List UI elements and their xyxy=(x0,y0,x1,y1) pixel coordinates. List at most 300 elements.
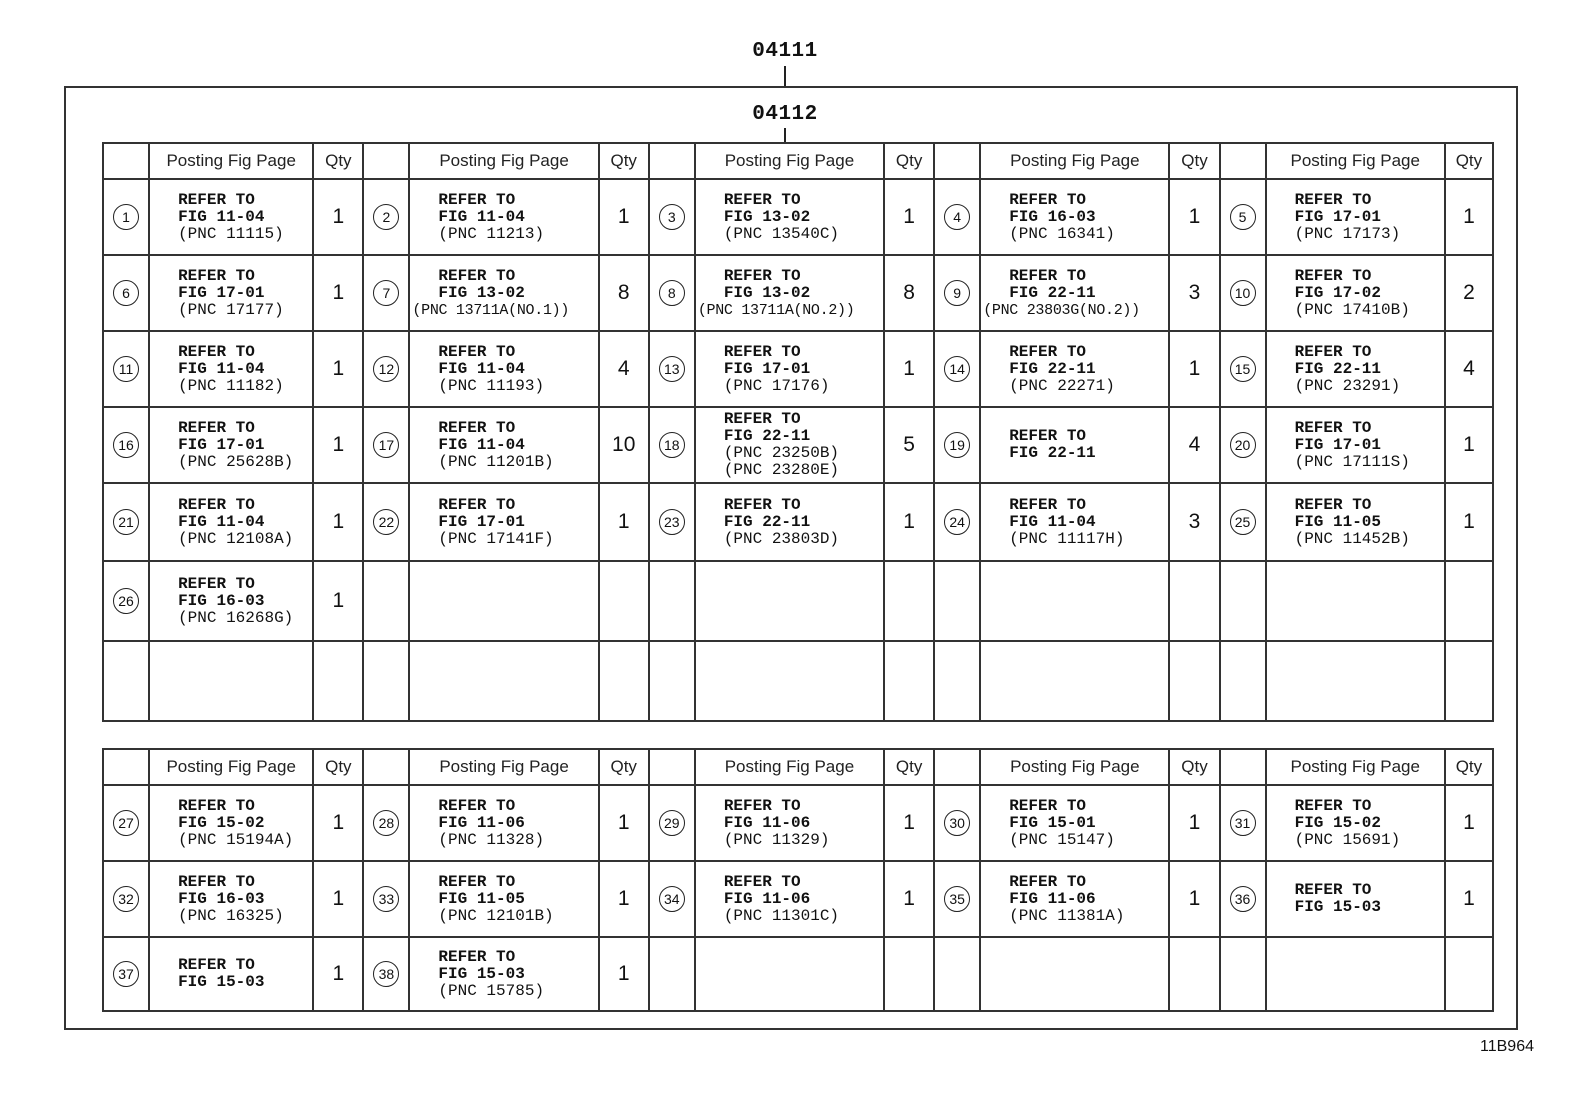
qty-cell xyxy=(599,255,649,331)
posting-fig-text xyxy=(410,497,597,548)
qty-cell xyxy=(599,937,649,1011)
posting-fig-cell xyxy=(980,483,1169,561)
fig-reference-link[interactable]: FIG 13-02 xyxy=(723,283,811,302)
qty-value: 1 xyxy=(1188,887,1201,910)
fig-reference-link[interactable]: FIG 17-01 xyxy=(178,283,265,302)
fig-reference-link[interactable]: FIG 11-06 xyxy=(1009,889,1096,908)
ref-number-badge: 5 xyxy=(1230,204,1256,230)
pnc-number: (PNC 13711A(NO.1)) xyxy=(412,301,570,319)
ref-number-cell xyxy=(103,255,149,331)
refer-to-text: REFER TO xyxy=(1009,427,1087,445)
pnc-number: (PNC 11328) xyxy=(438,830,545,849)
ref-number-badge: 16 xyxy=(113,432,139,458)
ref-number-badge: 8 xyxy=(659,280,685,306)
ref-number-badge: 25 xyxy=(1230,509,1256,535)
header-ref-cell xyxy=(649,143,695,179)
qty-cell xyxy=(599,331,649,407)
refer-to-text: REFER TO xyxy=(178,872,255,891)
posting-fig-cell xyxy=(409,861,598,937)
table-row xyxy=(103,937,1493,1011)
posting-fig-cell xyxy=(409,483,598,561)
ref-number-cell xyxy=(934,861,980,937)
ref-number-cell xyxy=(934,255,980,331)
ref-number-badge: 28 xyxy=(373,810,399,836)
qty-value: 1 xyxy=(332,433,345,456)
posting-fig-text xyxy=(150,957,312,991)
ref-number-cell xyxy=(1220,179,1266,255)
assembly-label-04111: 04111 xyxy=(752,40,818,63)
posting-fig-text xyxy=(981,428,1168,462)
posting-fig-text xyxy=(981,268,1168,319)
qty-value: 1 xyxy=(903,510,915,533)
qty-value: 1 xyxy=(1463,433,1475,456)
header-posting-fig-page: Posting Fig Page xyxy=(149,749,313,785)
pnc-number: (PNC 17173) xyxy=(1294,224,1401,243)
posting-fig-cell xyxy=(980,561,1169,641)
ref-number-badge: 18 xyxy=(659,432,685,458)
qty-value: 2 xyxy=(1463,281,1475,304)
posting-fig-cell xyxy=(980,861,1169,937)
refer-to-text: REFER TO xyxy=(723,266,801,285)
fig-reference-link[interactable]: FIG 22-11 xyxy=(1009,283,1096,302)
ref-number-badge: 34 xyxy=(659,886,685,912)
posting-fig-cell xyxy=(149,861,313,937)
posting-fig-cell xyxy=(1266,861,1445,937)
refer-to-text: REFER TO xyxy=(723,796,801,815)
ref-number-cell xyxy=(649,861,695,937)
fig-reference-link[interactable]: FIG 11-05 xyxy=(438,889,525,908)
qty-cell xyxy=(1445,937,1493,1011)
fig-reference-link[interactable]: FIG 11-04 xyxy=(178,512,265,531)
ref-number-cell xyxy=(363,785,409,861)
qty-cell xyxy=(599,641,649,721)
qty-value: 1 xyxy=(332,589,345,612)
qty-value: 4 xyxy=(1188,433,1201,456)
refer-to-text: REFER TO xyxy=(723,342,801,361)
posting-fig-text xyxy=(696,268,883,319)
qty-cell xyxy=(1169,331,1219,407)
posting-fig-text xyxy=(410,874,597,925)
header-ref-cell xyxy=(103,143,149,179)
header-qty: Qty xyxy=(313,143,363,179)
table-row xyxy=(103,255,1493,331)
posting-fig-cell xyxy=(1266,561,1445,641)
fig-reference-link[interactable]: FIG 22-11 xyxy=(723,427,811,445)
qty-cell xyxy=(1445,407,1493,483)
ref-number-badge: 27 xyxy=(113,810,139,836)
fig-reference-link[interactable]: FIG 17-02 xyxy=(1294,283,1382,302)
pnc-number: (PNC 16268G) xyxy=(178,608,294,627)
fig-reference-link[interactable]: FIG 11-06 xyxy=(438,813,525,832)
ref-number-cell xyxy=(649,483,695,561)
posting-fig-text xyxy=(1267,192,1444,243)
refer-to-text: REFER TO xyxy=(1294,881,1372,899)
posting-fig-cell xyxy=(149,255,313,331)
fig-reference-link[interactable]: FIG 15-03 xyxy=(438,964,525,983)
refer-to-text: REFER TO xyxy=(1294,418,1372,437)
header-posting-fig-page: Posting Fig Page xyxy=(695,749,884,785)
parts-table-upper xyxy=(102,142,1494,722)
header-qty: Qty xyxy=(1169,143,1219,179)
pnc-number: (PNC 11301C) xyxy=(723,906,840,925)
ref-number-cell xyxy=(103,937,149,1011)
pnc-number: (PNC 15785) xyxy=(438,981,545,1000)
header-qty: Qty xyxy=(1445,143,1493,179)
refer-to-text: REFER TO xyxy=(1009,266,1087,285)
qty-value: 4 xyxy=(1463,357,1475,380)
ref-number-badge: 36 xyxy=(1230,886,1256,912)
posting-fig-cell xyxy=(409,407,598,483)
posting-fig-cell xyxy=(695,861,884,937)
ref-number-cell xyxy=(1220,861,1266,937)
ref-number-badge: 35 xyxy=(944,886,970,912)
fig-reference-link[interactable]: FIG 17-01 xyxy=(438,512,525,531)
fig-reference-link[interactable]: FIG 16-03 xyxy=(178,591,265,610)
ref-number-cell xyxy=(363,861,409,937)
fig-reference-link[interactable]: FIG 11-06 xyxy=(723,889,811,908)
header-posting-fig-page: Posting Fig Page xyxy=(409,749,598,785)
refer-to-text: REFER TO xyxy=(1294,796,1372,815)
posting-fig-cell xyxy=(980,331,1169,407)
qty-value: 1 xyxy=(1188,811,1201,834)
ref-number-cell xyxy=(649,785,695,861)
refer-to-text: REFER TO xyxy=(438,495,516,514)
posting-fig-cell xyxy=(1266,407,1445,483)
posting-fig-cell xyxy=(980,407,1169,483)
posting-fig-text xyxy=(1267,882,1444,916)
posting-fig-cell xyxy=(695,255,884,331)
header-ref-cell xyxy=(934,749,980,785)
fig-reference-link[interactable]: FIG 17-01 xyxy=(1294,435,1382,454)
refer-to-text: REFER TO xyxy=(1009,495,1087,514)
posting-fig-text xyxy=(981,497,1168,548)
pnc-number: (PNC 13711A(NO.2)) xyxy=(697,301,855,319)
qty-cell xyxy=(313,937,363,1011)
posting-fig-cell xyxy=(1266,483,1445,561)
ref-number-badge: 23 xyxy=(659,509,685,535)
qty-cell xyxy=(1169,255,1219,331)
posting-fig-text xyxy=(150,420,312,471)
ref-number-cell xyxy=(363,331,409,407)
ref-number-cell xyxy=(1220,255,1266,331)
fig-reference-link[interactable]: FIG 11-04 xyxy=(178,207,265,226)
fig-reference-link[interactable]: FIG 15-03 xyxy=(1294,898,1382,916)
qty-value: 10 xyxy=(612,433,636,456)
ref-number-cell xyxy=(649,641,695,721)
qty-value: 1 xyxy=(1463,811,1475,834)
pnc-number: (PNC 11213) xyxy=(438,224,545,243)
refer-to-text: REFER TO xyxy=(438,266,516,285)
header-ref-cell xyxy=(934,143,980,179)
posting-fig-cell xyxy=(409,255,598,331)
posting-fig-cell xyxy=(1266,785,1445,861)
ref-number-badge: 2 xyxy=(373,204,399,230)
ref-number-badge: 38 xyxy=(373,961,399,987)
refer-to-text: REFER TO xyxy=(723,190,801,209)
fig-reference-link[interactable]: FIG 11-04 xyxy=(438,207,525,226)
parts-table-lower xyxy=(102,748,1494,1012)
posting-fig-cell xyxy=(695,937,884,1011)
qty-cell xyxy=(313,561,363,641)
fig-reference-link[interactable]: FIG 17-01 xyxy=(723,359,811,378)
posting-fig-text xyxy=(696,192,883,243)
posting-fig-cell xyxy=(1266,331,1445,407)
ref-number-badge: 3 xyxy=(659,204,685,230)
qty-cell xyxy=(599,407,649,483)
table-row xyxy=(103,407,1493,483)
ref-number-badge: 15 xyxy=(1230,356,1256,382)
ref-number-cell xyxy=(363,937,409,1011)
ref-number-cell xyxy=(934,641,980,721)
ref-number-cell xyxy=(103,785,149,861)
fig-reference-link[interactable]: FIG 16-03 xyxy=(178,889,265,908)
table-row xyxy=(103,785,1493,861)
table-row xyxy=(103,483,1493,561)
fig-reference-link[interactable]: FIG 22-11 xyxy=(1009,359,1096,378)
header-qty: Qty xyxy=(1169,749,1219,785)
posting-fig-cell xyxy=(149,641,313,721)
header-ref-cell xyxy=(363,143,409,179)
fig-reference-link[interactable]: FIG 13-02 xyxy=(438,283,525,302)
posting-fig-text xyxy=(1267,497,1444,548)
refer-to-text: REFER TO xyxy=(723,410,801,428)
ref-number-cell xyxy=(934,785,980,861)
qty-value: 1 xyxy=(903,357,915,380)
pnc-number: (PNC 17141F) xyxy=(438,529,554,548)
qty-value: 1 xyxy=(1463,510,1475,533)
posting-fig-text xyxy=(150,192,312,243)
qty-cell xyxy=(1445,641,1493,721)
pnc-number: (PNC 11193) xyxy=(438,376,545,395)
ref-number-cell xyxy=(363,407,409,483)
posting-fig-text xyxy=(150,344,312,395)
qty-cell xyxy=(1169,861,1219,937)
fig-reference-link[interactable]: FIG 16-03 xyxy=(1009,207,1096,226)
qty-value: 1 xyxy=(1463,887,1475,910)
fig-reference-link[interactable]: FIG 17-01 xyxy=(1294,207,1382,226)
fig-reference-link[interactable]: FIG 13-02 xyxy=(723,207,811,226)
header-qty: Qty xyxy=(884,143,934,179)
header-ref-cell xyxy=(1220,143,1266,179)
posting-fig-text xyxy=(410,949,597,1000)
ref-number-cell xyxy=(934,179,980,255)
qty-value: 1 xyxy=(332,357,345,380)
qty-value: 1 xyxy=(617,887,630,910)
qty-value: 1 xyxy=(332,962,345,985)
posting-fig-cell xyxy=(1266,255,1445,331)
qty-cell xyxy=(313,179,363,255)
ref-number-cell xyxy=(363,561,409,641)
refer-to-text: REFER TO xyxy=(178,574,255,593)
refer-to-text: REFER TO xyxy=(178,418,255,437)
header-qty: Qty xyxy=(1445,749,1493,785)
refer-to-text: REFER TO xyxy=(723,872,801,891)
posting-fig-text xyxy=(410,192,597,243)
refer-to-text: REFER TO xyxy=(178,956,255,974)
refer-to-text: REFER TO xyxy=(1009,796,1087,815)
ref-number-badge: 10 xyxy=(1230,280,1256,306)
qty-value: 1 xyxy=(903,887,915,910)
qty-value: 5 xyxy=(903,433,915,456)
header-posting-fig-page: Posting Fig Page xyxy=(980,143,1169,179)
ref-number-badge: 31 xyxy=(1230,810,1256,836)
header-posting-fig-page: Posting Fig Page xyxy=(695,143,884,179)
posting-fig-cell xyxy=(409,561,598,641)
ref-number-badge: 26 xyxy=(113,588,139,614)
qty-cell xyxy=(599,561,649,641)
qty-cell xyxy=(1445,483,1493,561)
fig-reference-link[interactable]: FIG 11-04 xyxy=(1009,512,1096,531)
posting-fig-cell xyxy=(695,331,884,407)
header-posting-fig-page: Posting Fig Page xyxy=(409,143,598,179)
pnc-number: (PNC 15147) xyxy=(1009,830,1115,849)
qty-value: 1 xyxy=(332,281,345,304)
ref-number-cell xyxy=(103,179,149,255)
qty-value: 4 xyxy=(617,357,630,380)
posting-fig-cell xyxy=(149,785,313,861)
qty-cell xyxy=(1445,255,1493,331)
ref-number-cell xyxy=(1220,785,1266,861)
ref-number-cell xyxy=(649,255,695,331)
leader-line-04112 xyxy=(784,128,786,142)
qty-cell xyxy=(1169,407,1219,483)
table-row xyxy=(103,331,1493,407)
fig-reference-link[interactable]: FIG 11-04 xyxy=(438,359,525,378)
ref-number-cell xyxy=(649,179,695,255)
qty-cell xyxy=(599,179,649,255)
pnc-number: (PNC 11381A) xyxy=(1009,906,1125,925)
qty-cell xyxy=(599,785,649,861)
qty-cell xyxy=(313,785,363,861)
qty-value: 3 xyxy=(1188,510,1201,533)
qty-cell xyxy=(884,561,934,641)
pnc-number: (PNC 16325) xyxy=(178,906,284,925)
ref-number-badge: 32 xyxy=(113,886,139,912)
qty-cell xyxy=(884,641,934,721)
posting-fig-text xyxy=(981,874,1168,925)
posting-fig-text xyxy=(150,268,312,319)
assembly-label-04112: 04112 xyxy=(752,103,818,126)
ref-number-cell xyxy=(363,179,409,255)
pnc-number-secondary: (PNC 23280E) xyxy=(723,461,840,479)
ref-number-cell xyxy=(103,861,149,937)
ref-number-badge: 22 xyxy=(373,509,399,535)
ref-number-cell xyxy=(649,561,695,641)
header-qty: Qty xyxy=(599,143,649,179)
refer-to-text: REFER TO xyxy=(438,872,516,891)
pnc-number: (PNC 17176) xyxy=(723,376,830,395)
fig-reference-link[interactable]: FIG 22-11 xyxy=(723,512,811,531)
refer-to-text: REFER TO xyxy=(438,342,516,361)
qty-cell xyxy=(1445,861,1493,937)
fig-reference-link[interactable]: FIG 11-04 xyxy=(178,359,265,378)
refer-to-text: REFER TO xyxy=(1294,342,1372,361)
ref-number-cell xyxy=(934,937,980,1011)
ref-number-cell xyxy=(1220,937,1266,1011)
posting-fig-cell xyxy=(1266,179,1445,255)
posting-fig-text xyxy=(410,798,597,849)
header-qty: Qty xyxy=(884,749,934,785)
qty-value: 1 xyxy=(617,962,630,985)
qty-cell xyxy=(884,861,934,937)
pnc-number: (PNC 15194A) xyxy=(178,830,294,849)
header-posting-fig-page: Posting Fig Page xyxy=(149,143,313,179)
pnc-number: (PNC 11329) xyxy=(723,830,830,849)
table-row xyxy=(103,179,1493,255)
fig-reference-link[interactable]: FIG 11-05 xyxy=(1294,512,1382,531)
refer-to-text: REFER TO xyxy=(438,418,516,437)
ref-number-badge: 33 xyxy=(373,886,399,912)
qty-value: 1 xyxy=(332,811,345,834)
pnc-number: (PNC 11182) xyxy=(178,376,284,395)
leader-line-04111 xyxy=(784,66,786,86)
fig-reference-link[interactable]: FIG 22-11 xyxy=(1009,444,1096,462)
refer-to-text: REFER TO xyxy=(1294,266,1372,285)
ref-number-badge: 20 xyxy=(1230,432,1256,458)
refer-to-text: REFER TO xyxy=(1009,872,1087,891)
posting-fig-text xyxy=(1267,268,1444,319)
pnc-number: (PNC 13540C) xyxy=(723,224,840,243)
pnc-number: (PNC 11115) xyxy=(178,224,284,243)
posting-fig-text xyxy=(150,874,312,925)
pnc-number: (PNC 23803G(NO.2)) xyxy=(983,301,1140,319)
posting-fig-text xyxy=(981,344,1168,395)
ref-number-badge: 11 xyxy=(113,356,139,382)
posting-fig-cell xyxy=(409,785,598,861)
fig-reference-link[interactable]: FIG 15-02 xyxy=(178,813,265,832)
refer-to-text: REFER TO xyxy=(723,495,801,514)
ref-number-cell xyxy=(363,483,409,561)
refer-to-text: REFER TO xyxy=(438,947,516,966)
qty-cell xyxy=(1169,937,1219,1011)
qty-cell xyxy=(1445,785,1493,861)
header-qty: Qty xyxy=(313,749,363,785)
ref-number-badge: 12 xyxy=(373,356,399,382)
ref-number-cell xyxy=(1220,561,1266,641)
qty-value: 3 xyxy=(1188,281,1201,304)
fig-reference-link[interactable]: FIG 22-11 xyxy=(1294,359,1382,378)
fig-reference-link[interactable]: FIG 15-02 xyxy=(1294,813,1382,832)
fig-reference-link[interactable]: FIG 11-04 xyxy=(438,435,525,454)
posting-fig-cell xyxy=(980,179,1169,255)
posting-fig-cell xyxy=(695,179,884,255)
qty-cell xyxy=(884,179,934,255)
header-ref-cell xyxy=(649,749,695,785)
pnc-number: (PNC 11452B) xyxy=(1294,529,1410,548)
fig-reference-link[interactable]: FIG 11-06 xyxy=(723,813,811,832)
posting-fig-cell xyxy=(149,483,313,561)
posting-fig-text xyxy=(696,497,883,548)
ref-number-cell xyxy=(649,937,695,1011)
posting-fig-cell xyxy=(695,641,884,721)
header-ref-cell xyxy=(1220,749,1266,785)
posting-fig-text xyxy=(1267,420,1444,471)
posting-fig-cell xyxy=(1266,937,1445,1011)
refer-to-text: REFER TO xyxy=(1009,190,1087,209)
ref-number-cell xyxy=(934,331,980,407)
qty-value: 1 xyxy=(903,205,915,228)
fig-reference-link[interactable]: FIG 15-03 xyxy=(178,973,265,991)
fig-reference-link[interactable]: FIG 15-01 xyxy=(1009,813,1096,832)
refer-to-text: REFER TO xyxy=(178,266,255,285)
posting-fig-text xyxy=(150,497,312,548)
qty-cell xyxy=(1169,483,1219,561)
qty-cell xyxy=(1445,561,1493,641)
posting-fig-text xyxy=(696,344,883,395)
fig-reference-link[interactable]: FIG 17-01 xyxy=(178,435,265,454)
pnc-number: (PNC 17177) xyxy=(178,300,284,319)
header-row xyxy=(103,749,1493,785)
